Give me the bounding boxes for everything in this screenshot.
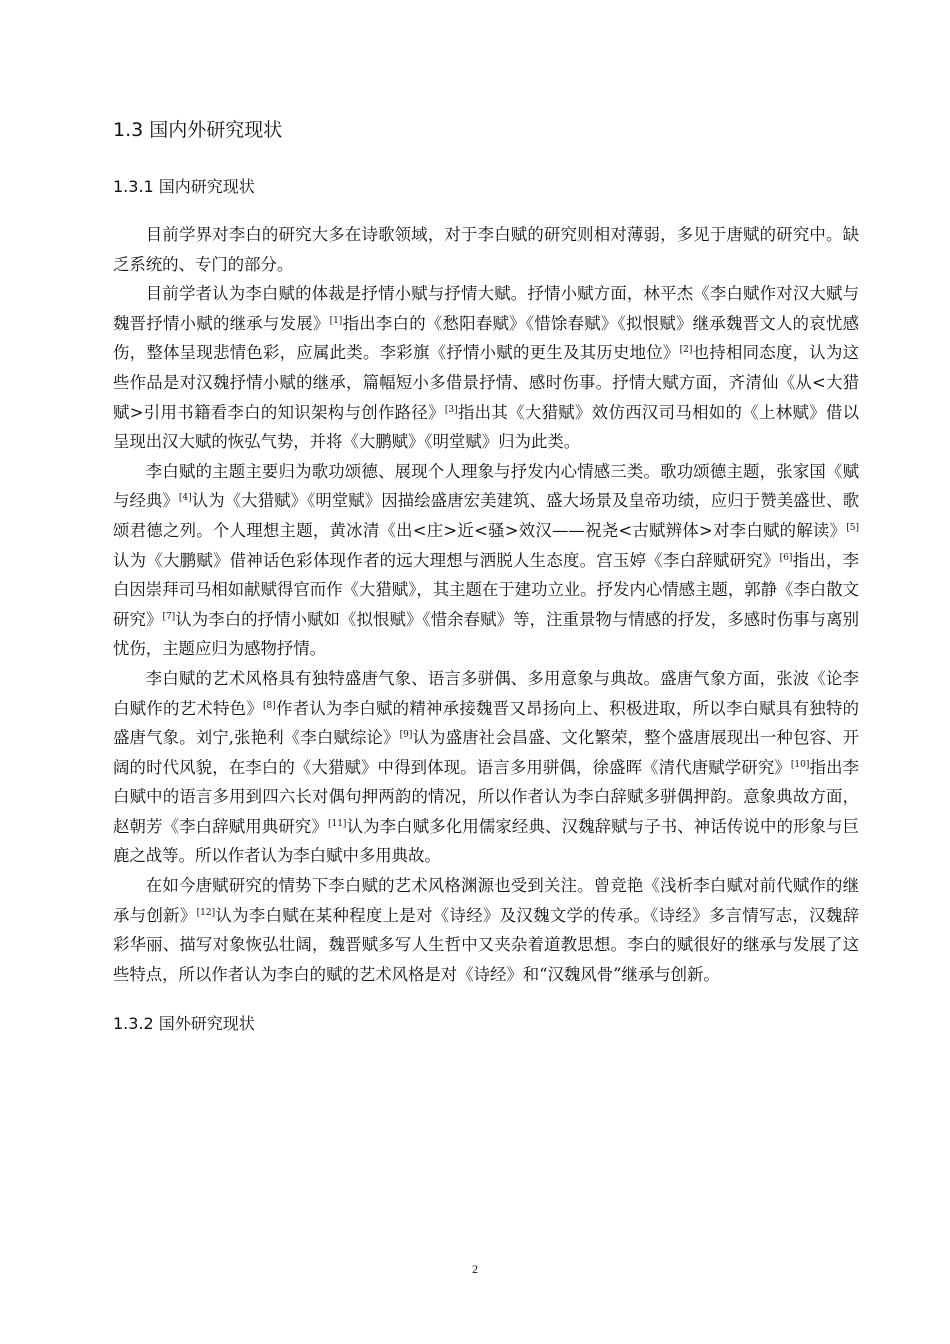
paragraph-text: 认为《大鹏赋》借神话色彩体现作者的远大理想与洒脱人生态度。宫玉婷《李白辞赋研究》 [113, 550, 780, 570]
paragraph-text: 目前学者认为李白赋的体裁是抒情小赋与抒情大赋。抒情小赋方面，林平杰《李白赋作对汉大赋与魏晋抒情小赋的继承与发展》 [113, 284, 859, 333]
subsection-heading-domestic: 1.3.1 国内研究现状 [113, 177, 255, 196]
citation-marker: [3] [444, 404, 458, 415]
paragraph-text: 指出，李白因崇拜司马相如献赋得官而作《大猎赋》，其主题在于建功立业。抒发内心情感主题，郭静《李白散文研究》 [113, 550, 860, 629]
paragraph-2 [113, 279, 859, 457]
citation-marker: [1] [329, 315, 343, 326]
paragraph-4 [113, 664, 859, 871]
citation-marker: [4] [178, 493, 192, 504]
paragraph-1 [113, 220, 859, 279]
citation-marker: [11] [327, 818, 347, 829]
paragraph-text: 认为李白赋多化用儒家经典、汉魏辞赋与子书、神话传说中的形象与巨鹿之战等。所以作者认为李白赋中多用典故。 [113, 816, 860, 866]
paragraph-text: 也持相同态度，认为这些作品是对汉魏抒情小赋的继承，篇幅短小多借景抒情、感时伤事。抒情大赋方面，齐清仙《从<大猎赋>引用书籍看李白的知识架构与创作路径》 [113, 343, 860, 422]
paragraph-text: 认为《大猎赋》《明堂赋》因描绘盛唐宏美建筑、盛大场景及皇帝功绩，应归于赞美盛世、歌颂君德之列。个人理想主题，黄冰清《出<庄>近<骚>效汉——祝尧<古赋辨体>对李白赋的解读》 [113, 491, 859, 540]
citation-marker: [7] [162, 611, 176, 622]
paragraph-text: 认为盛唐社会昌盛、文化繁荣，整个盛唐展现出一种包容、开阔的时代风貌，在李白的《大猎赋》中得到体现。语言多用骈偶，徐盛晖《清代唐赋学研究》 [113, 728, 859, 777]
page-number: 2 [472, 1262, 478, 1276]
paragraph-text: 指出李白赋中的语言多用到四六长对偶句押两韵的情况，所以作者认为李白辞赋多骈偶押韵。意象典故方面，赵朝芳《李白辞赋用典研究》 [113, 757, 860, 836]
paragraph-3 [113, 457, 859, 664]
paragraph-text: 李白赋的主题主要归为歌功颂德、展现个人理象与抒发内心情感三类。歌功颂德主题，张家国《赋与经典》 [113, 461, 859, 511]
paragraph-text: 李白赋的艺术风格具有独特盛唐气象、语言多骈偶、多用意象与典故。盛唐气象方面，张波《论李白赋作的艺术特色》 [113, 668, 859, 718]
paragraph-text: 作者认为李白赋的精神承接魏晋又昂扬向上、积极进取，所以李白赋具有独特的盛唐气象。刘宁,张艳利《李白赋综论》 [113, 698, 859, 748]
paragraph-text: 指出其《大猎赋》效仿西汉司马相如的《上林赋》借以呈现出汉大赋的恢弘气势，并将《大鹏赋》《明堂赋》归为此类。 [113, 402, 860, 452]
paragraph-text: 认为李白赋在某种程度上是对《诗经》及汉魏文学的传承。《诗经》多言情写志，汉魏辞彩华丽、描写对象恢弘壮阔，魏晋赋多写人生哲中又夹杂着道教思想。李白的赋很好的继承与发展了这些特点，所以作者认为李白的赋的艺术风格是对《诗经》和“汉魏风骨”继承与创新。 [113, 905, 859, 984]
citation-marker: [8] [262, 700, 276, 711]
section-heading: 1.3 国内外研究现状 [113, 119, 283, 141]
paragraph-5 [113, 871, 859, 989]
paragraph-text: 在如今唐赋研究的情势下李白赋的艺术风格渊源也受到关注。曾竞艳《浅析李白赋对前代赋作的继承与创新》 [113, 876, 859, 925]
citation-marker: [2] [679, 345, 693, 356]
citation-marker: [12] [196, 907, 216, 918]
paragraph-text: 目前学界对李白的研究大多在诗歌领域，对于李白赋的研究则相对薄弱，多见于唐赋的研究中。缺乏系统的、专门的部分。 [113, 225, 859, 274]
citation-marker: [9] [399, 730, 413, 741]
citation-marker: [10] [790, 759, 810, 770]
paragraph-text: 认为李白的抒情小赋如《拟恨赋》《惜余春赋》等，注重景物与情感的抒发，多感时伤事与离别忧伤，主题应归为感物抒情。 [113, 609, 859, 659]
paragraph-text: 指出李白的《愁阳春赋》《惜馀春赋》《拟恨赋》继承魏晋文人的哀忧感伤，整体呈现悲情色彩，应属此类。李彩旗《抒情小赋的更生及其历史地位》 [113, 313, 859, 363]
page-content [113, 114, 859, 1037]
citation-marker: [5] [846, 522, 859, 533]
subsection-heading-foreign: 1.3.2 国外研究现状 [113, 1014, 255, 1034]
citation-marker: [6] [779, 552, 793, 563]
